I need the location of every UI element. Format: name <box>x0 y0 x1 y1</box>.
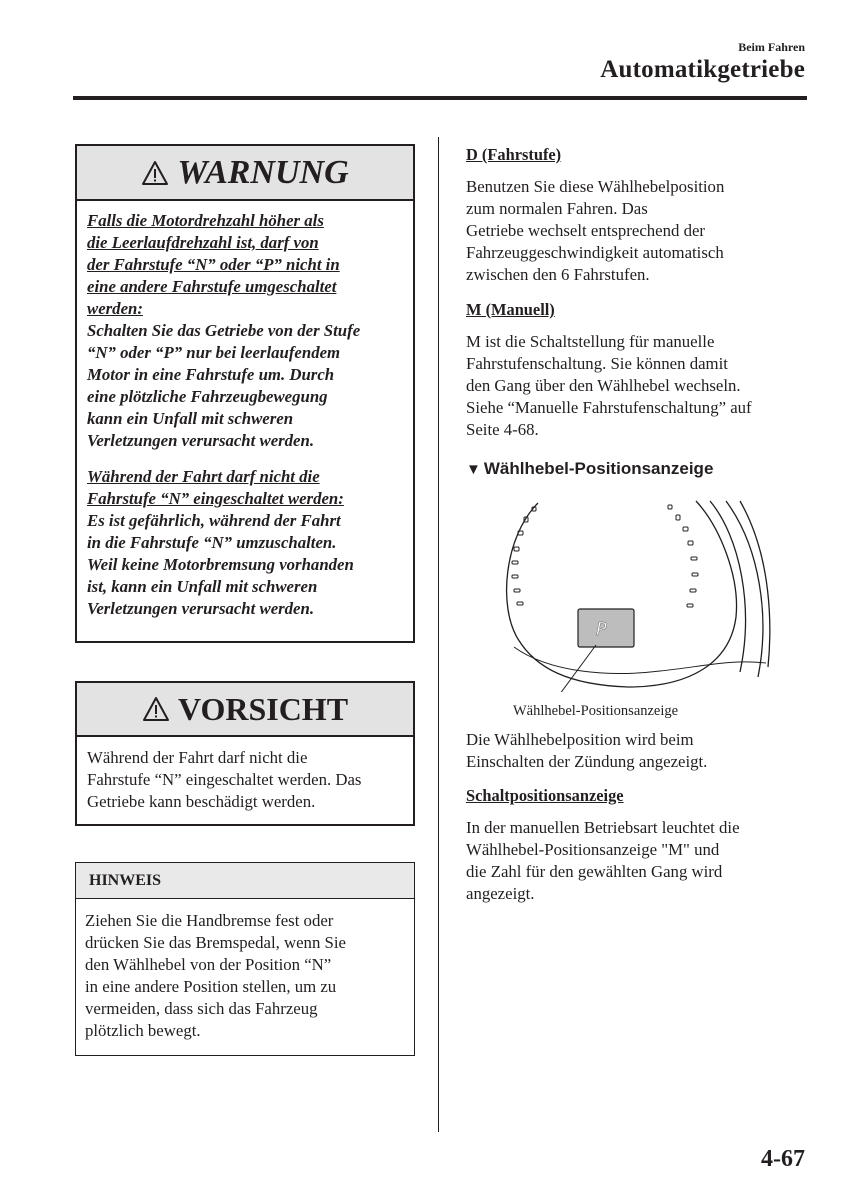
warning-text-line: in die Fahrstufe “N” umzuschalten. <box>87 533 337 552</box>
caution-triangle-icon <box>142 696 170 722</box>
after-figure-line: Die Wählhebelposition wird beim <box>466 730 694 749</box>
shift-text-line: angezeigt. <box>466 884 535 903</box>
chapter-label: Beim Fahren <box>738 40 805 54</box>
d-paragraph <box>466 176 806 286</box>
warning-heading-line: eine andere Fahrstufe umgeschaltet <box>87 277 337 296</box>
gauge-ticks <box>512 505 698 607</box>
warning-heading-line: Falls die Motordrehzahl höher als <box>87 211 324 230</box>
warning-heading-line: werden: <box>87 299 143 318</box>
d-text-line: Fahrzeuggeschwindigkeit automatisch <box>466 243 724 262</box>
m-heading: M (Manuell) <box>466 300 555 319</box>
gear-display-letter: P <box>596 619 607 640</box>
figure-caption: Wählhebel-Positionsanzeige <box>513 703 679 719</box>
d-text-line: zwischen den 6 Fahrstufen. <box>466 265 650 284</box>
note-body <box>76 899 414 1042</box>
shift-text-line: In der manuellen Betriebsart leuchtet die <box>466 818 740 837</box>
gauge-outer-arc <box>507 501 737 687</box>
warning-text-line: kann ein Unfall mit schweren <box>87 409 294 428</box>
warning-triangle-icon <box>141 160 169 186</box>
shift-heading: Schaltpositionsanzeige <box>466 786 624 805</box>
warning-text-line: Weil keine Motorbremsung vorhanden <box>87 555 354 574</box>
warning-heading-line: die Leerlaufdrehzahl ist, darf von <box>87 233 319 252</box>
note-text-line: drücken Sie das Bremspedal, wenn Sie <box>85 933 346 952</box>
note-text-line: plötzlich bewegt. <box>85 1021 201 1040</box>
caution-text-line: Fahrstufe “N” eingeschaltet werden. Das <box>87 770 362 789</box>
d-text-line: Benutzen Sie diese Wählhebelposition <box>466 177 725 196</box>
m-text-line: den Gang über den Wählhebel wechseln. <box>466 376 741 395</box>
caution-text-line: Während der Fahrt darf nicht die <box>87 748 308 767</box>
warning-text-line: ist, kann ein Unfall mit schweren <box>87 577 318 596</box>
note-box <box>75 862 415 1056</box>
warning-text-line: Es ist gefährlich, während der Fahrt <box>87 511 341 530</box>
caution-header <box>77 683 413 737</box>
header-rule <box>73 96 807 100</box>
warning-title: WARNUNG <box>177 153 349 191</box>
m-text-line: Seite 4-68. <box>466 420 539 439</box>
warning-heading-line: der Fahrstufe “N” oder “P” nicht in <box>87 255 340 274</box>
warning-body <box>77 201 413 620</box>
m-text-line: Fahrstufenschaltung. Sie können damit <box>466 354 728 373</box>
after-figure-line: Einschalten der Zündung angezeigt. <box>466 752 708 771</box>
instrument-cluster-illustration <box>500 497 772 692</box>
shift-text-line: Wählhebel-Positionsanzeige "M" und <box>466 840 720 859</box>
d-text-line: Getriebe wechselt entsprechend der <box>466 221 706 240</box>
note-text-line: vermeiden, dass sich das Fahrzeug <box>85 999 318 1018</box>
m-text-line: Siehe “Manuelle Fahrstufenschaltung” auf <box>466 398 752 417</box>
caution-text-line: Getriebe kann beschädigt werden. <box>87 792 316 811</box>
caution-title: VORSICHT <box>177 690 349 727</box>
leader-line <box>554 645 596 692</box>
note-text-line: in eine andere Position stellen, um zu <box>85 977 337 996</box>
note-text-line: den Wählhebel von der Position “N” <box>85 955 332 974</box>
page-number: 4-67 <box>761 1146 805 1172</box>
shift-text-line: die Zahl für den gewählten Gang wird <box>466 862 723 881</box>
note-header <box>76 863 414 899</box>
warning-header <box>77 146 413 201</box>
d-text-line: zum normalen Fahren. Das <box>466 199 648 218</box>
warning-text-line: Motor in eine Fahrstufe um. Durch <box>87 365 335 384</box>
warning-text-line: Verletzungen verursacht werden. <box>87 599 315 618</box>
note-title: HINWEIS <box>89 871 162 889</box>
warning-text-line: “N” oder “P” nur bei leerlaufendem <box>87 343 341 362</box>
inner-arc <box>514 647 766 673</box>
down-triangle-icon: ▼ <box>466 461 481 478</box>
m-text-line: M ist die Schaltstellung für manuelle <box>466 332 715 351</box>
shift-paragraph <box>466 817 806 905</box>
warning-text-line: eine plötzliche Fahrzeugbewegung <box>87 387 328 406</box>
section-heading <box>466 458 806 481</box>
warning-heading-line: Während der Fahrt darf nicht die <box>87 467 320 486</box>
warning-text-line: Schalten Sie das Getriebe von der Stufe <box>87 321 361 340</box>
note-text-line: Ziehen Sie die Handbremse fest oder <box>85 911 334 930</box>
adjacent-gauge-arc <box>710 501 745 672</box>
m-paragraph <box>466 331 806 441</box>
d-heading: D (Fahrstufe) <box>466 145 562 164</box>
warning-heading-line: Fahrstufe “N” eingeschaltet werden: <box>87 489 344 508</box>
after-figure-paragraph <box>466 729 806 773</box>
adjacent-gauge-arc <box>726 501 763 677</box>
warning-text-line: Verletzungen verursacht werden. <box>87 431 315 450</box>
section-heading-text: Wählhebel-Positionsanzeige <box>483 459 714 478</box>
caution-box <box>75 681 415 826</box>
page-title: Automatikgetriebe <box>600 56 805 83</box>
column-divider <box>438 137 439 1132</box>
warning-box <box>75 144 415 643</box>
caution-body <box>77 737 413 813</box>
